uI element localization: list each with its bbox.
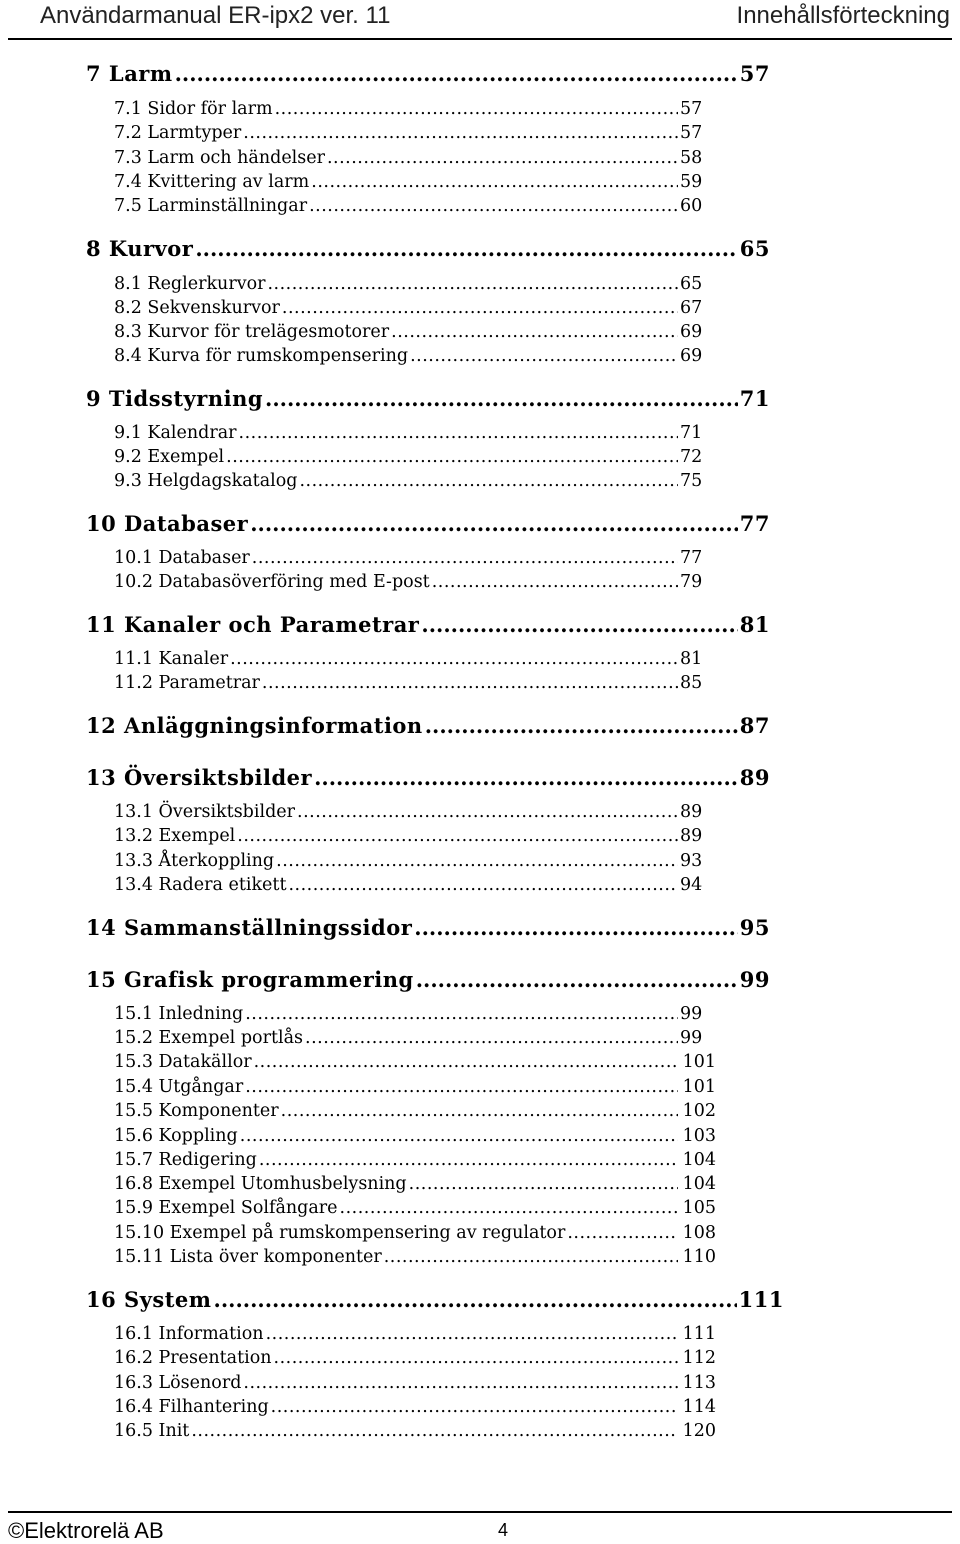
toc-leader-dots [250,511,738,536]
toc-entry-label: 15.1 Inledning [114,1004,244,1024]
toc-entry-label: 8.4 Kurva för rumskompensering [114,346,409,366]
toc-entry-page: 77 [739,511,770,536]
toc-section-entry[interactable] [114,1223,716,1243]
toc-entry-page: 89 [739,765,770,790]
toc-section-entry[interactable] [114,802,702,822]
toc-section-entry[interactable] [114,1174,716,1194]
footer-page-number: 4 [498,1520,509,1540]
toc-leader-dots [259,1150,678,1170]
toc-leader-dots [267,274,678,294]
toc-entry-page: 57 [680,99,703,119]
toc-entry-page: 71 [739,386,770,411]
toc-entry-label: 7.4 Kvittering av larm [114,172,310,192]
toc-section-entry[interactable] [114,1421,716,1441]
toc-entry-page: 57 [739,61,770,86]
toc-leader-dots [305,1028,678,1048]
toc-entry-page: 113 [682,1373,716,1393]
toc-entry-page: 99 [680,1004,703,1024]
toc-leader-dots [271,1397,678,1417]
toc-entry-label: 8.2 Sekvenskurvor [114,298,280,318]
toc-entry-label: 15 Grafisk programmering [86,967,414,992]
toc-entry-page: 67 [680,298,703,318]
toc-section-entry[interactable] [114,298,702,318]
toc-section-entry[interactable] [114,447,702,467]
toc-leader-dots [340,1198,678,1218]
toc-section-entry[interactable] [114,172,702,192]
toc-section-entry[interactable] [114,423,702,443]
toc-section-entry[interactable] [114,99,702,119]
toc-entry-label: 11.2 Parametrar [114,673,260,693]
header-section-title: Innehållsförteckning [736,2,950,29]
toc-leader-dots [288,875,678,895]
toc-leader-dots [425,713,738,738]
toc-entry-page: 69 [680,346,703,366]
toc-section-entry[interactable] [114,1324,716,1344]
toc-entry-page: 112 [682,1348,716,1368]
toc-entry-label: 14 Sammanställningssidor [86,915,413,940]
toc-chapter-entry[interactable] [86,236,770,261]
toc-section-entry[interactable] [114,123,702,143]
toc-leader-dots [414,915,737,940]
toc-chapter-entry[interactable] [86,61,770,86]
toc-entry-label: 11 Kanaler och Parametrar [86,612,420,637]
toc-entry-page: 71 [680,423,703,443]
toc-entry-page: 85 [680,673,703,693]
toc-chapter-entry[interactable] [86,713,770,738]
toc-leader-dots [391,322,678,342]
toc-entry-page: 69 [680,322,703,342]
toc-section-entry[interactable] [114,826,702,846]
toc-entry-label: 16.5 Init [114,1421,190,1441]
toc-leader-dots [384,1247,678,1267]
toc-entry-label: 12 Anläggningsinformation [86,713,423,738]
toc-entry-label: 13 Översiktsbilder [86,765,313,790]
toc-entry-label: 9.3 Helgdagskatalog [114,471,298,491]
toc-entry-page: 110 [682,1247,716,1267]
toc-entry-page: 81 [680,649,703,669]
toc-entry-label: 9.2 Exempel [114,447,225,467]
toc-entry-page: 99 [680,1028,703,1048]
toc-leader-dots [240,1126,678,1146]
toc-entry-label: 16.8 Exempel Utomhusbelysning [114,1174,407,1194]
toc-leader-dots [309,196,678,216]
toc-entry-label: 15.6 Koppling [114,1126,238,1146]
page-header [0,0,960,40]
toc-entry-page: 89 [680,826,703,846]
toc-leader-dots [239,423,679,443]
toc-section-entry[interactable] [114,1247,716,1267]
toc-leader-dots [214,1287,737,1312]
toc-leader-dots [410,346,678,366]
toc-leader-dots [237,826,678,846]
toc-section-entry[interactable] [114,274,702,294]
toc-entry-page: 104 [682,1150,716,1170]
header-manual-title: Användarmanual ER-ipx2 ver. 11 [40,2,391,29]
toc-leader-dots [243,1373,678,1393]
header-rule [8,38,952,40]
toc-entry-page: 120 [682,1421,716,1441]
toc-leader-dots [421,612,737,637]
toc-entry-label: 8 Kurvor [86,236,194,261]
toc-entry-label: 16.3 Lösenord [114,1373,242,1393]
toc-leader-dots [252,548,678,568]
toc-leader-dots [245,1004,678,1024]
toc-section-entry[interactable] [114,196,702,216]
toc-entry-label: 16.4 Filhantering [114,1397,269,1417]
toc-entry-page: 65 [680,274,703,294]
toc-entry-page: 57 [680,123,703,143]
toc-entry-page: 114 [682,1397,716,1417]
toc-entry-page: 101 [682,1052,716,1072]
toc-entry-label: 13.1 Översiktsbilder [114,802,295,822]
toc-entry-label: 15.10 Exempel på rumskompensering av regulator [114,1223,566,1243]
toc-leader-dots [276,851,678,871]
toc-entry-page: 101 [682,1077,716,1097]
toc-entry-page: 105 [682,1198,716,1218]
toc-section-entry[interactable] [114,1150,716,1170]
toc-leader-dots [226,447,678,467]
toc-section-entry[interactable] [114,1101,716,1121]
toc-entry-label: 7.1 Sidor för larm [114,99,273,119]
toc-entry-page: 103 [682,1126,716,1146]
toc-entry-label: 15.9 Exempel Solfångare [114,1198,338,1218]
toc-chapter-entry[interactable] [86,915,770,940]
toc-section-entry[interactable] [114,1052,716,1072]
toc-leader-dots [282,298,678,318]
toc-entry-label: 7 Larm [86,61,173,86]
toc-entry-page: 104 [682,1174,716,1194]
toc-section-entry[interactable] [114,548,702,568]
toc-leader-dots [243,123,678,143]
toc-chapter-entry[interactable] [86,1287,784,1312]
toc-entry-label: 13.2 Exempel [114,826,236,846]
toc-entry-page: 95 [739,915,770,940]
toc-leader-dots [275,99,678,119]
toc-entry-page: 81 [739,612,770,637]
footer-copyright: ©Elektrorelä AB [8,1518,164,1543]
toc-entry-page: 99 [739,967,770,992]
toc-entry-label: 13.4 Radera etikett [114,875,287,895]
toc-entry-page: 59 [680,172,703,192]
toc-section-entry[interactable] [114,673,702,693]
toc-entry-label: 15.3 Datakällor [114,1052,252,1072]
toc-section-entry[interactable] [114,1397,716,1417]
toc-entry-label: 9 Tidsstyrning [86,386,264,411]
toc-entry-page: 72 [680,447,703,467]
toc-entry-page: 87 [739,713,770,738]
toc-leader-dots [265,386,738,411]
toc-chapter-entry[interactable] [86,612,770,637]
toc-leader-dots [191,1421,678,1441]
toc-section-entry[interactable] [114,1126,716,1146]
toc-entry-label: 16.2 Presentation [114,1348,272,1368]
toc-entry-label: 9.1 Kalendrar [114,423,237,443]
toc-entry-page: 102 [682,1101,716,1121]
toc-entry-page: 75 [680,471,703,491]
toc-entry-label: 8.3 Kurvor för trelägesmotorer [114,322,390,342]
toc-entry-label: 15.7 Redigering [114,1150,257,1170]
toc-leader-dots [195,236,737,261]
toc-entry-page: 58 [680,148,703,168]
toc-leader-dots [266,1324,678,1344]
toc-entry-label: 8.1 Reglerkurvor [114,274,266,294]
toc-section-entry[interactable] [114,1077,716,1097]
toc-section-entry[interactable] [114,1198,716,1218]
toc-leader-dots [175,61,738,86]
toc-leader-dots [567,1223,678,1243]
toc-section-entry[interactable] [114,1004,702,1024]
toc-chapter-entry[interactable] [86,967,770,992]
toc-entry-page: 94 [680,875,703,895]
toc-entry-label: 15.11 Lista över komponenter [114,1247,382,1267]
toc-section-entry[interactable] [114,851,702,871]
toc-section-entry[interactable] [114,322,702,342]
toc-entry-label: 15.4 Utgångar [114,1077,244,1097]
toc-entry-label: 13.3 Återkoppling [114,851,275,871]
toc-leader-dots [281,1101,678,1121]
toc-leader-dots [299,471,678,491]
toc-entry-page: 77 [680,548,703,568]
toc-leader-dots [230,649,678,669]
toc-entry-label: 15.5 Komponenter [114,1101,279,1121]
toc-entry-label: 10 Databaser [86,511,249,536]
toc-section-entry[interactable] [114,471,702,491]
toc-section-entry[interactable] [114,649,702,669]
toc-entry-page: 111 [682,1324,716,1344]
toc-leader-dots [311,172,678,192]
toc-entry-label: 7.3 Larm och händelser [114,148,325,168]
toc-leader-dots [327,148,678,168]
toc-leader-dots [416,967,738,992]
toc-leader-dots [274,1348,678,1368]
footer-rule [8,1511,952,1513]
toc-section-entry[interactable] [114,148,702,168]
toc-leader-dots [314,765,738,790]
toc-section-entry[interactable] [114,572,702,592]
toc-entry-label: 16.1 Information [114,1324,264,1344]
toc-chapter-entry[interactable] [86,511,770,536]
toc-entry-page: 79 [680,572,703,592]
toc-entry-label: 7.2 Larmtyper [114,123,242,143]
toc-leader-dots [297,802,678,822]
toc-entry-page: 60 [680,196,703,216]
toc-entry-label: 16 System [86,1287,212,1312]
toc-chapter-entry[interactable] [86,386,770,411]
toc-leader-dots [409,1174,678,1194]
toc-leader-dots [254,1052,678,1072]
toc-leader-dots [432,572,678,592]
toc-entry-page: 111 [738,1287,784,1312]
toc-entry-page: 65 [739,236,770,261]
toc-leader-dots [245,1077,678,1097]
toc-section-entry[interactable] [114,1028,702,1048]
toc-entry-label: 10.1 Databaser [114,548,250,568]
toc-entry-label: 10.2 Databasöverföring med E-post [114,572,430,592]
toc-leader-dots [262,673,678,693]
toc-entry-page: 89 [680,802,703,822]
toc-entry-page: 108 [682,1223,716,1243]
toc-entry-label: 11.1 Kanaler [114,649,229,669]
toc-section-entry[interactable] [114,875,702,895]
toc-section-entry[interactable] [114,1348,716,1368]
toc-section-entry[interactable] [114,1373,716,1393]
toc-entry-page: 93 [680,851,703,871]
toc-entry-label: 7.5 Larminställningar [114,196,308,216]
toc-chapter-entry[interactable] [86,765,770,790]
toc-section-entry[interactable] [114,346,702,366]
toc-entry-label: 15.2 Exempel portlås [114,1028,303,1048]
